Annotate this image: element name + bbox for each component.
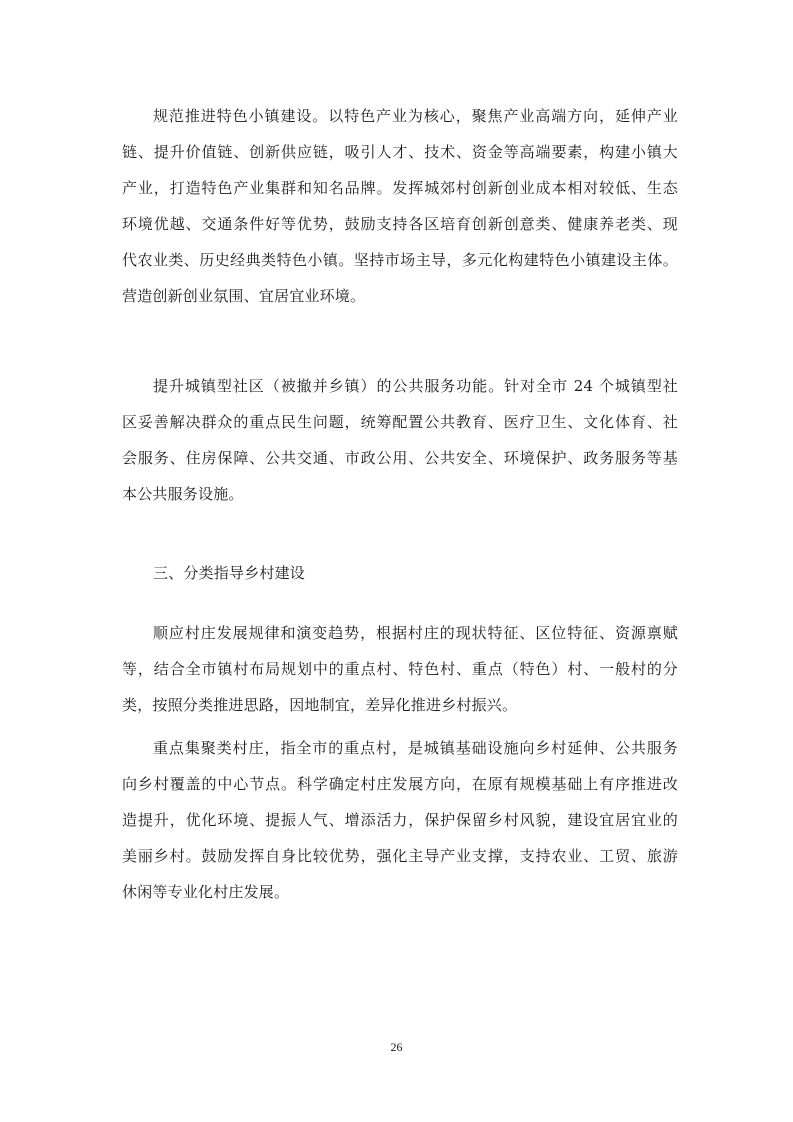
- paragraph-key-villages: [122, 730, 678, 910]
- text-line: 营造创新创业氛围、宜居宜业环境。: [122, 287, 366, 305]
- text-line: 区妥善解决群众的重点民生问题，统筹配置公共教育、医疗卫生、文化体育、社: [122, 413, 678, 431]
- section-heading: [122, 555, 678, 591]
- text-line: 代农业类、历史经典类特色小镇。坚持市场主导，多元化构建特色小镇建设主体。: [122, 251, 678, 269]
- text-line: 提升城镇型社区（被撤并乡镇）的公共服务功能。针对全市 24 个城镇型社: [153, 377, 678, 395]
- text-line: 本公共服务设施。: [122, 485, 244, 503]
- text-line: 向乡村覆盖的中心节点。科学确定村庄发展方向，在原有规模基础上有序推进改: [122, 775, 678, 793]
- text-line: 链、提升价值链、创新供应链，吸引人才、技术、资金等高端要素，构建小镇大: [122, 143, 678, 161]
- page-number: 26: [390, 1040, 403, 1054]
- text-line: 休闲等专业化村庄发展。: [122, 883, 290, 901]
- text-line: 类，按照分类推进思路，因地制宜，差异化推进乡村振兴。: [122, 696, 518, 714]
- paragraph-featured-towns: [122, 98, 678, 314]
- text-line: 环境优越、交通条件好等优势，鼓励支持各区培育创新创意类、健康养老类、现: [122, 215, 678, 233]
- text-line: 会服务、住房保障、公共交通、市政公用、公共安全、环境保护、政务服务等基: [122, 449, 678, 467]
- text-line: 规范推进特色小镇建设。以特色产业为核心，聚焦产业高端方向，延伸产业: [153, 107, 678, 125]
- text-line: 造提升，优化环境、提振人气、增添活力，保护保留乡村风貌，建设宜居宜业的: [122, 811, 678, 829]
- paragraph-village-classification: [122, 615, 678, 723]
- paragraph-community-services: [122, 368, 678, 512]
- heading-text: 三、分类指导乡村建设: [153, 564, 306, 582]
- text-line: 美丽乡村。鼓励发挥自身比较优势，强化主导产业支撑，支持农业、工贸、旅游: [122, 847, 678, 865]
- text-line: 重点集聚类村庄，指全市的重点村，是城镇基础设施向乡村延伸、公共服务: [153, 739, 678, 757]
- text-line: 顺应村庄发展规律和演变趋势，根据村庄的现状特征、区位特征、资源禀赋: [153, 624, 678, 642]
- text-line: 等，结合全市镇村布局规划中的重点村、特色村、重点（特色）村、一般村的分: [122, 660, 678, 678]
- text-line: 产业，打造特色产业集群和知名品牌。发挥城郊村创新创业成本相对较低、生态: [122, 179, 678, 197]
